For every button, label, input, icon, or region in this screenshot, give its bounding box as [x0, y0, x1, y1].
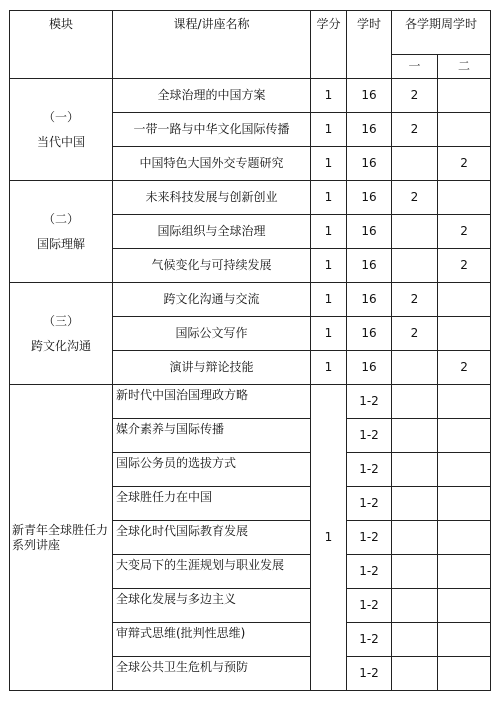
- course-sem1: 2: [392, 79, 438, 113]
- course-sem1: [392, 351, 438, 385]
- lecture-sem2: [438, 453, 491, 487]
- lecture-sem2: [438, 419, 491, 453]
- lecture-sem1: [392, 657, 438, 691]
- module-name: 跨文化沟通: [30, 338, 91, 353]
- lecture-name: 新时代中国治国理政方略: [113, 385, 311, 419]
- course-credit: 1: [311, 181, 347, 215]
- course-sem1: [392, 215, 438, 249]
- course-hours: 16: [347, 79, 392, 113]
- course-hours: 16: [347, 249, 392, 283]
- course-sem2: [438, 283, 491, 317]
- lecture-hours: 1-2: [347, 589, 392, 623]
- course-sem1: [392, 147, 438, 181]
- course-hours: 16: [347, 283, 392, 317]
- course-sem2: [438, 79, 491, 113]
- course-credit: 1: [311, 317, 347, 351]
- lecture-sem1: [392, 419, 438, 453]
- lecture-sem1: [392, 623, 438, 657]
- lecture-hours: 1-2: [347, 487, 392, 521]
- lecture-name: 全球化发展与多边主义: [113, 589, 311, 623]
- course-sem1: 2: [392, 317, 438, 351]
- module-number: （一）: [42, 109, 79, 124]
- course-hours: 16: [347, 317, 392, 351]
- course-credit: 1: [311, 351, 347, 385]
- course-sem1: 2: [392, 181, 438, 215]
- course-sem1: [392, 249, 438, 283]
- module-cell: [10, 283, 113, 385]
- course-name: 气候变化与可持续发展: [113, 249, 311, 283]
- course-name: 未来科技发展与创新创业: [113, 181, 311, 215]
- course-row: [10, 181, 491, 215]
- lecture-sem1: [392, 555, 438, 589]
- course-sem2: [438, 113, 491, 147]
- header-credit: 学分: [311, 11, 347, 79]
- course-name: 国际公文写作: [113, 317, 311, 351]
- header-row: [10, 11, 491, 55]
- module-name: 国际理解: [36, 236, 85, 251]
- header-module: 模块: [10, 11, 113, 79]
- lecture-sem1: [392, 589, 438, 623]
- course-credit: 1: [311, 147, 347, 181]
- module-cell: [10, 181, 113, 283]
- lecture-name: 审辩式思维(批判性思维): [113, 623, 311, 657]
- lecture-name: 国际公务员的选拔方式: [113, 453, 311, 487]
- lecture-name: 全球公共卫生危机与预防: [113, 657, 311, 691]
- module-number: （三）: [42, 313, 79, 328]
- header-semester-hours: 各学期周学时: [392, 11, 491, 55]
- course-sem2: [438, 317, 491, 351]
- module-cell: [10, 79, 113, 181]
- course-hours: 16: [347, 181, 392, 215]
- course-row: [10, 283, 491, 317]
- course-sem2: 2: [438, 215, 491, 249]
- lecture-sem2: [438, 521, 491, 555]
- course-sem2: 2: [438, 249, 491, 283]
- lecture-hours: 1-2: [347, 657, 392, 691]
- course-name: 国际组织与全球治理: [113, 215, 311, 249]
- lecture-sem2: [438, 623, 491, 657]
- lecture-sem1: [392, 521, 438, 555]
- header-semester-2: 二: [438, 55, 491, 79]
- course-sem1: 2: [392, 283, 438, 317]
- lecture-name: 全球化时代国际教育发展: [113, 521, 311, 555]
- lecture-sem1: [392, 487, 438, 521]
- lecture-hours: 1-2: [347, 419, 392, 453]
- course-hours: 16: [347, 351, 392, 385]
- lecture-sem2: [438, 385, 491, 419]
- lecture-sem2: [438, 589, 491, 623]
- course-name: 中国特色大国外交专题研究: [113, 147, 311, 181]
- lecture-name: 媒介素养与国际传播: [113, 419, 311, 453]
- lecture-sem1: [392, 453, 438, 487]
- lecture-row: [10, 385, 491, 419]
- lecture-sem1: [392, 385, 438, 419]
- curriculum-table: [9, 10, 491, 691]
- course-sem2: 2: [438, 351, 491, 385]
- lecture-sem2: [438, 487, 491, 521]
- course-row: [10, 79, 491, 113]
- lecture-name: 大变局下的生涯规划与职业发展: [113, 555, 311, 589]
- course-hours: 16: [347, 113, 392, 147]
- module-number: （二）: [42, 211, 79, 226]
- course-hours: 16: [347, 215, 392, 249]
- lecture-sem2: [438, 657, 491, 691]
- course-credit: 1: [311, 283, 347, 317]
- course-name: 演讲与辩论技能: [113, 351, 311, 385]
- lecture-hours: 1-2: [347, 385, 392, 419]
- course-credit: 1: [311, 79, 347, 113]
- course-credit: 1: [311, 113, 347, 147]
- lecture-name: 全球胜任力在中国: [113, 487, 311, 521]
- module-name: 当代中国: [36, 134, 85, 149]
- course-name: 全球治理的中国方案: [113, 79, 311, 113]
- lecture-hours: 1-2: [347, 623, 392, 657]
- course-name: 一带一路与中华文化国际传播: [113, 113, 311, 147]
- header-course: 课程/讲座名称: [113, 11, 311, 79]
- course-sem2: 2: [438, 147, 491, 181]
- lecture-sem2: [438, 555, 491, 589]
- course-credit: 1: [311, 215, 347, 249]
- course-sem2: [438, 181, 491, 215]
- lecture-series-credit: 1: [311, 385, 347, 691]
- course-sem1: 2: [392, 113, 438, 147]
- course-hours: 16: [347, 147, 392, 181]
- lecture-hours: 1-2: [347, 521, 392, 555]
- header-semester-1: 一: [392, 55, 438, 79]
- header-hours: 学时: [347, 11, 392, 79]
- course-name: 跨文化沟通与交流: [113, 283, 311, 317]
- lecture-hours: 1-2: [347, 555, 392, 589]
- lecture-hours: 1-2: [347, 453, 392, 487]
- lecture-series-name: 新青年全球胜任力系列讲座: [10, 385, 113, 691]
- course-credit: 1: [311, 249, 347, 283]
